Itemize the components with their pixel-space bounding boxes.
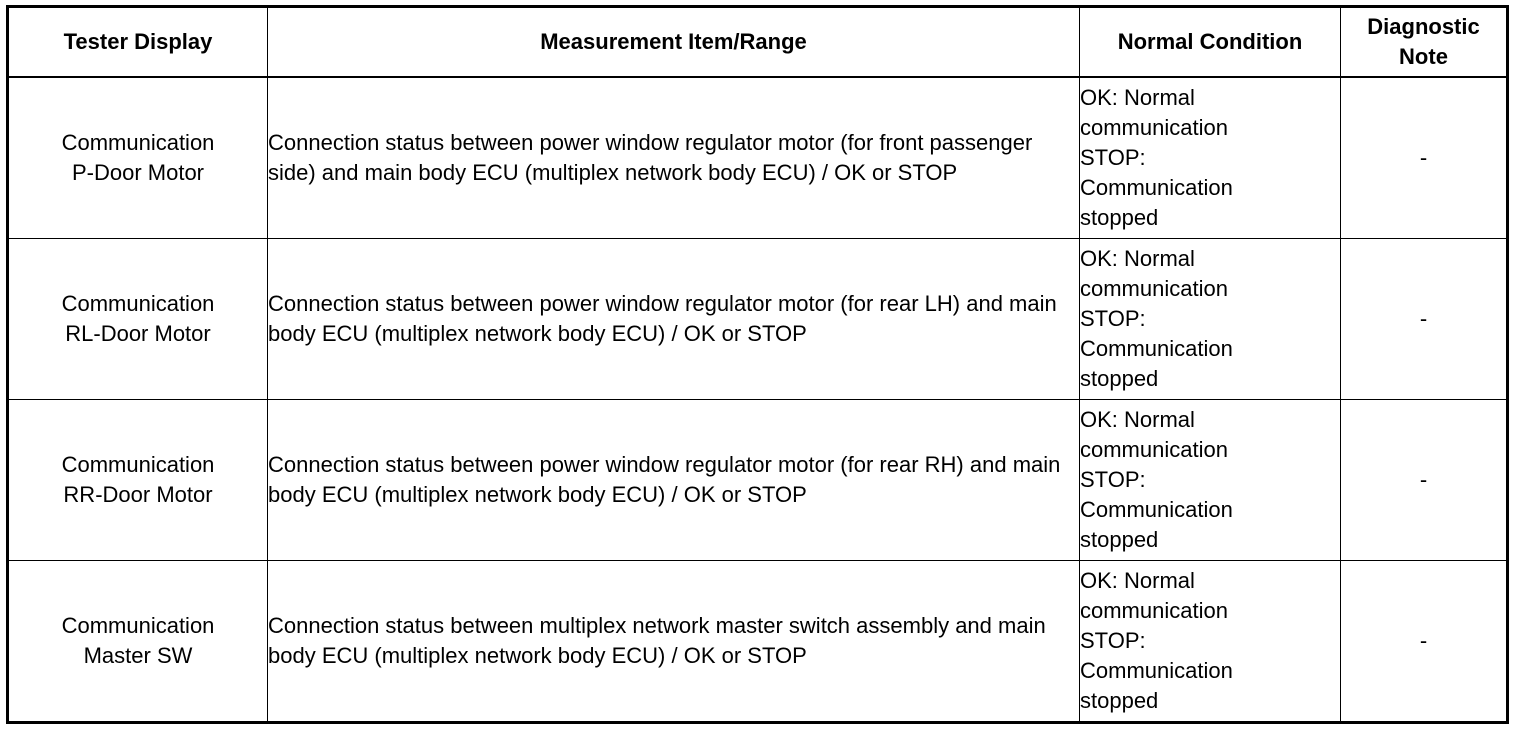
tester-display-line2: Master SW [83,643,193,668]
normal-condition-line: STOP: [1080,628,1146,653]
header-normal-condition: Normal Condition [1080,7,1341,78]
header-diagnostic-note [1341,7,1508,78]
header-row [8,7,1508,78]
tester-display-line2: RL-Door Motor [65,321,211,346]
tester-display-cell [8,400,268,561]
tester-display-cell [8,77,268,239]
normal-condition-line: Communication [1080,658,1233,683]
table-row [8,77,1508,239]
normal-condition-line: stopped [1080,527,1159,552]
header-measurement: Measurement Item/Range [268,7,1080,78]
normal-condition-line: communication [1080,437,1228,462]
measurement-cell: Connection status between power window regulator motor (for rear RH) and main body ECU (multiplex network body ECU) / OK or STOP [268,400,1080,561]
measurement-cell: Connection status between power window regulator motor (for rear LH) and main body ECU (multiplex network body ECU) / OK or STOP [268,239,1080,400]
normal-condition-line: OK: Normal [1080,568,1195,593]
table-row [8,400,1508,561]
measurement-cell: Connection status between multiplex network master switch assembly and main body ECU (multiplex network body ECU) / OK or STOP [268,561,1080,723]
normal-condition-line: STOP: [1080,467,1146,492]
diagnostic-note-cell: - [1341,561,1508,723]
tester-display-line2: P-Door Motor [71,160,205,185]
normal-condition-line: communication [1080,276,1228,301]
tester-display-line1: Communication [61,452,215,477]
tester-display-line1: Communication [61,613,215,638]
table-row [8,239,1508,400]
normal-condition-cell [1080,400,1341,561]
normal-condition-cell [1080,77,1341,239]
tester-display-cell [8,561,268,723]
tester-display-line1: Communication [61,291,215,316]
normal-condition-cell [1080,239,1341,400]
table-row [8,561,1508,723]
header-diagnostic-note-line1: Diagnostic [1367,14,1480,39]
normal-condition-line: STOP: [1080,306,1146,331]
header-diagnostic-note-line2: Note [1399,44,1448,69]
tester-display-line1: Communication [61,130,215,155]
normal-condition-line: Communication [1080,497,1233,522]
normal-condition-line: stopped [1080,688,1159,713]
data-list-table [6,5,1509,724]
normal-condition-line: communication [1080,598,1228,623]
normal-condition-line: communication [1080,115,1228,140]
normal-condition-line: STOP: [1080,145,1146,170]
normal-condition-line: stopped [1080,366,1159,391]
normal-condition-line: OK: Normal [1080,85,1195,110]
normal-condition-line: OK: Normal [1080,246,1195,271]
tester-display-cell [8,239,268,400]
normal-condition-line: Communication [1080,175,1233,200]
normal-condition-cell [1080,561,1341,723]
diagnostic-note-cell: - [1341,77,1508,239]
normal-condition-line: Communication [1080,336,1233,361]
header-tester-display: Tester Display [8,7,268,78]
normal-condition-line: OK: Normal [1080,407,1195,432]
normal-condition-line: stopped [1080,205,1159,230]
diagnostic-note-cell: - [1341,400,1508,561]
diagnostic-note-cell: - [1341,239,1508,400]
measurement-cell: Connection status between power window regulator motor (for front passenger side) and main body ECU (multiplex network body ECU) / OK or STOP [268,77,1080,239]
tester-display-line2: RR-Door Motor [63,482,213,507]
